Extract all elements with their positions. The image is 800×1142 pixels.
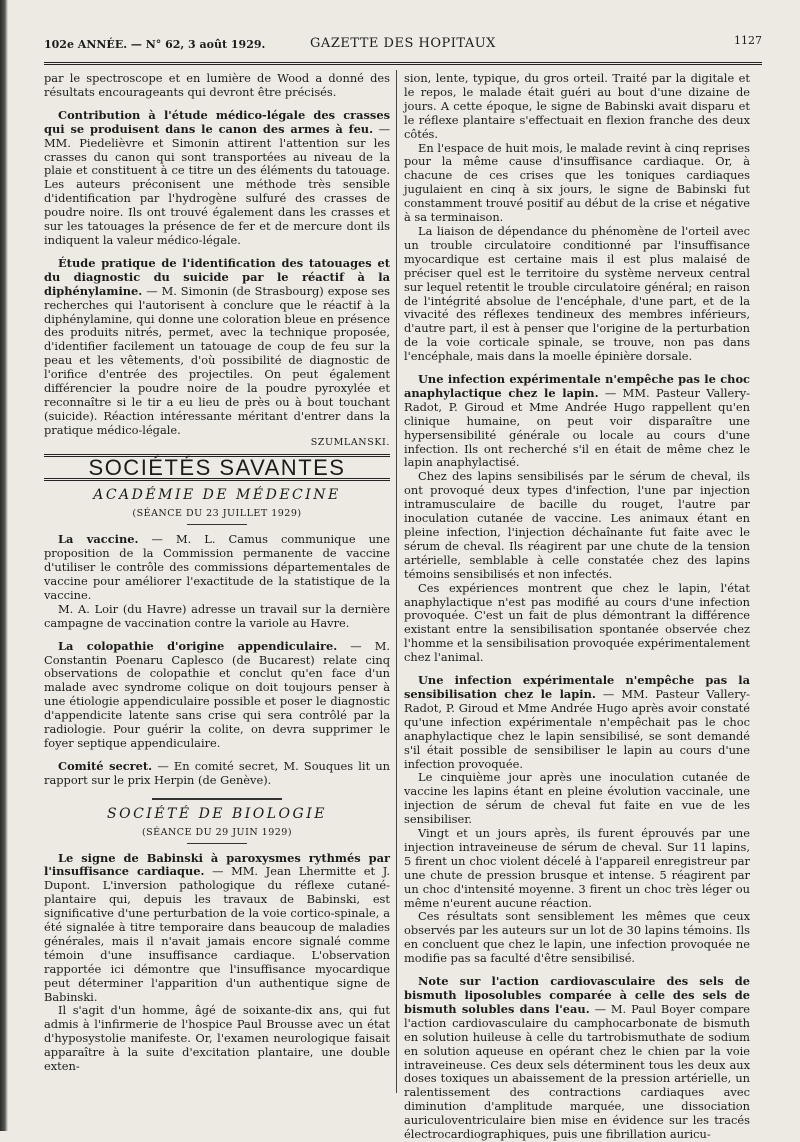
article-authors: — MM. Pasteur Vallery-Radot, P. Giroud et Mme Andrée Hugo: [404, 686, 750, 715]
journal-title: GAZETTE DES HOPITAUX: [310, 36, 496, 51]
subsection-heading-academie: ACADÉMIE DE MÉDECINE: [93, 487, 341, 504]
subsection-heading-biologie: SOCIÉTÉ DE BIOLOGIE: [107, 805, 327, 822]
article-authors: — M. L. Camus: [151, 532, 268, 547]
paragraph: Ces expériences montrent que chez le lapin, l'état anaphylactique n'est pas modifié au cours d'une infection provoquée. C'est un fait de plus démontrant la différence existant entre la sensibilisation spontanée observée chez l'homme et la sensibilisation provoquée expérimentalement chez l'animal.: [404, 580, 750, 665]
section-heading-societes: SOCIÉTÉS SAVANTES: [88, 454, 346, 480]
article-body: (de Strasbourg) expose ses recherches qui l'autorisent à conclure que le réactif à la diphénylamine, qui donne une coloration bleue en présence des produits nitrés, permet, avec la technique proposée, d'identifier facilement un tatouage de coup de feu sur la peau et les vêtements, d'où possibilité de diagnostic de l'orifice d'entrée des projectiles. On peut également différencier la poudre noire de la poudre pyroxylée et reconnaître si le tir a eu lieu de près ou à bout touchant (suicide). Réaction intéressante méritant d'entrer dans la pratique médico-légale.: [44, 283, 390, 437]
article-body: rappellent qu'en clinique humaine, on peut voir disparaître une hypersensibilité générale ou locale au cours d'une infection. Ils ont recherché s'il en était de même chez le lapin anaphylactisé.: [404, 399, 750, 470]
author-signature: SZUMLANSKI.: [310, 436, 390, 448]
paragraph: La liaison de dépendance du phénomène de l'orteil avec un trouble circulatoire conditionné par l'insuffisance myocardique est certaine mais il est plus malaisé de préciser quel est le territoire du système nerveux central sur lequel retentit le trouble circulatoire général; en raison de l'intégrité absolue de l'encéphale, d'une part, et de la vivacité des réflexes tendineux des membres inférieurs, d'autre part, il est à penser que l'origine de la perturbation de la voie corticale spinale, se trouve, non pas dans l'encéphale, mais dans la moelle épinière dorsale.: [404, 223, 750, 364]
paragraph: sion, lente, typique, du gros orteil. Traité par la digitale et le repos, le malade était guéri au bout d'une dizaine de jours. A cette époque, le signe de Babinski avait disparu et le réflexe plantaire s'effectuait en flexion franche des deux côtés.: [404, 71, 750, 141]
article-body: après avoir constaté qu'une infection expérimentale n'empêchait pas le choc anaphylactique chez le lapin sensibilisé, se sont demandé s'il était possible de sensibiliser le lapin au cours d'une infection provoquée.: [404, 700, 750, 771]
page-binding-edge: [0, 0, 8, 1131]
article-comite: [44, 760, 390, 788]
article-authors: — M. Simonin: [146, 283, 229, 298]
article-tatouages: [44, 257, 390, 438]
paragraph: En l'espace de huit mois, le malade revint à cinq reprises pour la même cause d'insuffisance cardiaque. Or, à chacune de ces crises que les toniques cardiaques jugulaient en cinq à six jours, le signe de Babinski fut constamment trouvé positif au début de la crise et négative à sa terminaison.: [404, 140, 750, 225]
article-authors: — M. Constantin Poenaru Caplesco: [44, 638, 391, 667]
left-column: [44, 72, 390, 1074]
paragraph: Ces résultats sont sensiblement les mêmes que ceux observés par les auteurs sur un lot de 30 lapins témoins. Ils en concluent que chez le lapin, une infection provoquée ne modifie pas sa faculté d'être sensibilisé.: [404, 909, 750, 966]
page-header: [44, 34, 762, 56]
paragraph: par le spectroscope et en lumière de Wood a donné des résultats encourageants qui devront être précisés.: [44, 71, 390, 99]
paragraph: Il s'agit d'un homme, âgé de soixante-dix ans, qui fut admis à l'infirmerie de l'hospice Paul Brousse avec un état d'hyposystolie manifeste. Or, l'examen neurologique faisait apparaître à la suite d'excitation plantaire, une double exten-: [44, 1003, 390, 1074]
article-title: Une infection expérimentale n'empêche pas le choc anaphylactique chez le lapin.: [404, 372, 750, 400]
article-title: Note sur l'action cardiovasculaire des sels de bismuth liposolubles comparée à celle des sels de bismuth solubles dans l'eau.: [404, 974, 750, 1016]
header-rule: [44, 62, 762, 68]
page-number: 1127: [734, 34, 762, 47]
seance-date: (SÉANCE DU 23 JUILLET 1929): [132, 508, 302, 520]
article-body: L'inversion pathologique du réflexe cutané-plantaire qui, depuis les travaux de Babinski, est significative d'une perturbation de la voie cortico-spinale, a été signalée à titre temporaire dans beaucoup de maladies générales, mais il n'avait jamais encore signalé comme témoin d'une insuffisance cardiaque. L'observation rapportée ici démontre que l'insuffisance myocardique peut déterminer l'apparition d'un authentique signe de Babinski.: [44, 878, 390, 1004]
article-body: communique une proposition de la Commission permanente de vaccine d'utiliser le contrôle des commissions départementales de vaccine pour améliorer l'exactitude de la statistique de la vaccine.: [44, 532, 391, 602]
article-bismuth: [404, 975, 750, 1142]
article-title: La colopathie d'origine appendiculaire.: [58, 638, 338, 653]
article-babinski: [44, 852, 390, 1005]
article-title: Étude pratique de l'identification des tatouages et du diagnostic du suicide par le réactif à la diphénylamine.: [44, 255, 390, 298]
article-body: (du Havre) adresse un travail sur la dernière campagne de vaccination contre la variole au Havre.: [44, 601, 390, 630]
short-rule: [187, 524, 247, 525]
article-title: Comité secret.: [58, 758, 153, 773]
article-infection-sensibilisation: [404, 674, 750, 771]
article-colopathie: [44, 640, 390, 751]
section-rule: [152, 798, 282, 800]
article-vaccine: [44, 533, 390, 603]
article-crasses: [44, 109, 390, 248]
article-body: (de Bucarest) relate cinq observations de colopathie et conclut qu'en face d'un malade avec syndrome colique on doit toujours penser à une étiologie appendiculaire possible et poser le diagnostic d'appendicite latente sans crise qui sera contrôlé par la radiologie. Pour guérir la colite, on devra supprimer le foyer septique appendiculaire.: [44, 652, 391, 750]
article-authors: — M. Paul Boyer: [594, 1001, 695, 1016]
article-title: Le signe de Babinski à paroxysmes rythmés par l'insuffisance cardiaque.: [44, 850, 390, 879]
article-body: compare l'action cardiovasculaire du camphocarbonate de bismuth en solution huileuse à celle du tartrobismuthate de sodium en solution aqueuse en opérant chez le chien par la voie intraveineuse. Ces deux sels déterminent tous les deux aux doses toxiques un abaissement de la pression artérielle, un ralentissement des contractions cardiaques avec diminution d'amplitude marquée, une dissociation auriculoventriculaire bien mise en évidence sur les tracés électrocardiographiques, puis une fibrillation auricu-: [404, 1001, 751, 1142]
article-title: Contribution à l'étude médico-légale des crasses qui se produisent dans le canon des armes à feu.: [44, 107, 390, 136]
article-infection-choc: [404, 373, 750, 470]
article-authors: — MM. Jean Lhermitte et J. Dupont.: [44, 864, 390, 893]
paragraph: Chez des lapins sensibilisés par le sérum de cheval, ils ont provoqué deux types d'infection, l'une par injection intramusculaire de bacille du rouget, l'autre par inoculation cutanée de vaccine. Les animaux étant en pleine infection, l'injection déchaînante fut faite avec le sérum de cheval. Ils réagirent par une chute de la tension artérielle, semblable à celle constatée chez des lapins témoins sensibilisés et non infectés.: [404, 469, 750, 581]
article-authors: M. A. Loir: [58, 601, 119, 616]
article-loir: [44, 603, 390, 631]
article-authors: — MM. Piedelièvre et Simonin: [44, 121, 390, 150]
issue-info: 102e ANNÉE. — N° 62, 3 août 1929.: [44, 38, 266, 51]
column-divider: [396, 70, 397, 1093]
article-title: La vaccine.: [58, 532, 139, 547]
article-title: Une infection expérimentale n'empêche pas la sensibilisation chez le lapin.: [404, 673, 750, 701]
article-body: — En comité secret, M. Souques lit un rapport sur le prix Herpin (de Genève).: [44, 758, 390, 787]
paragraph: Le cinquième jour après une inoculation cutanée de vaccine les lapins étant en pleine évolution vaccinale, une injection de sérum de cheval fut faite en vue de les sensibiliser.: [404, 770, 750, 827]
seance-date: (SÉANCE DU 29 JUIN 1929): [141, 826, 293, 838]
article-body: attirent l'attention sur les crasses du canon qui sont transportées au niveau de la plaie et constituent à ce titre un des éléments du tatouage. Les auteurs préconisent une méthode très sensible d'identification par l'hydrogène sulfuré des crasses de poudre noire. Ils ont trouvé également dans les crasses et sur les tatouages la présence de fer et de mercure dont ils indiquent la valeur médico-légale.: [44, 135, 391, 247]
short-rule: [187, 843, 247, 844]
right-column: [404, 72, 750, 1142]
paragraph: Vingt et un jours après, ils furent éprouvés par une injection intraveineuse de sérum de cheval. Sur 11 lapins, 5 firent un choc violent décelé à l'appareil enregistreur par une chute de pression brusque et intense. 5 réagirent par un choc d'intensité moyenne. 3 firent un choc très léger ou même n'eurent aucune réaction.: [404, 826, 750, 910]
article-authors: — MM. Pasteur Vallery-Radot, P. Giroud et Mme Andrée Hugo: [404, 385, 750, 414]
